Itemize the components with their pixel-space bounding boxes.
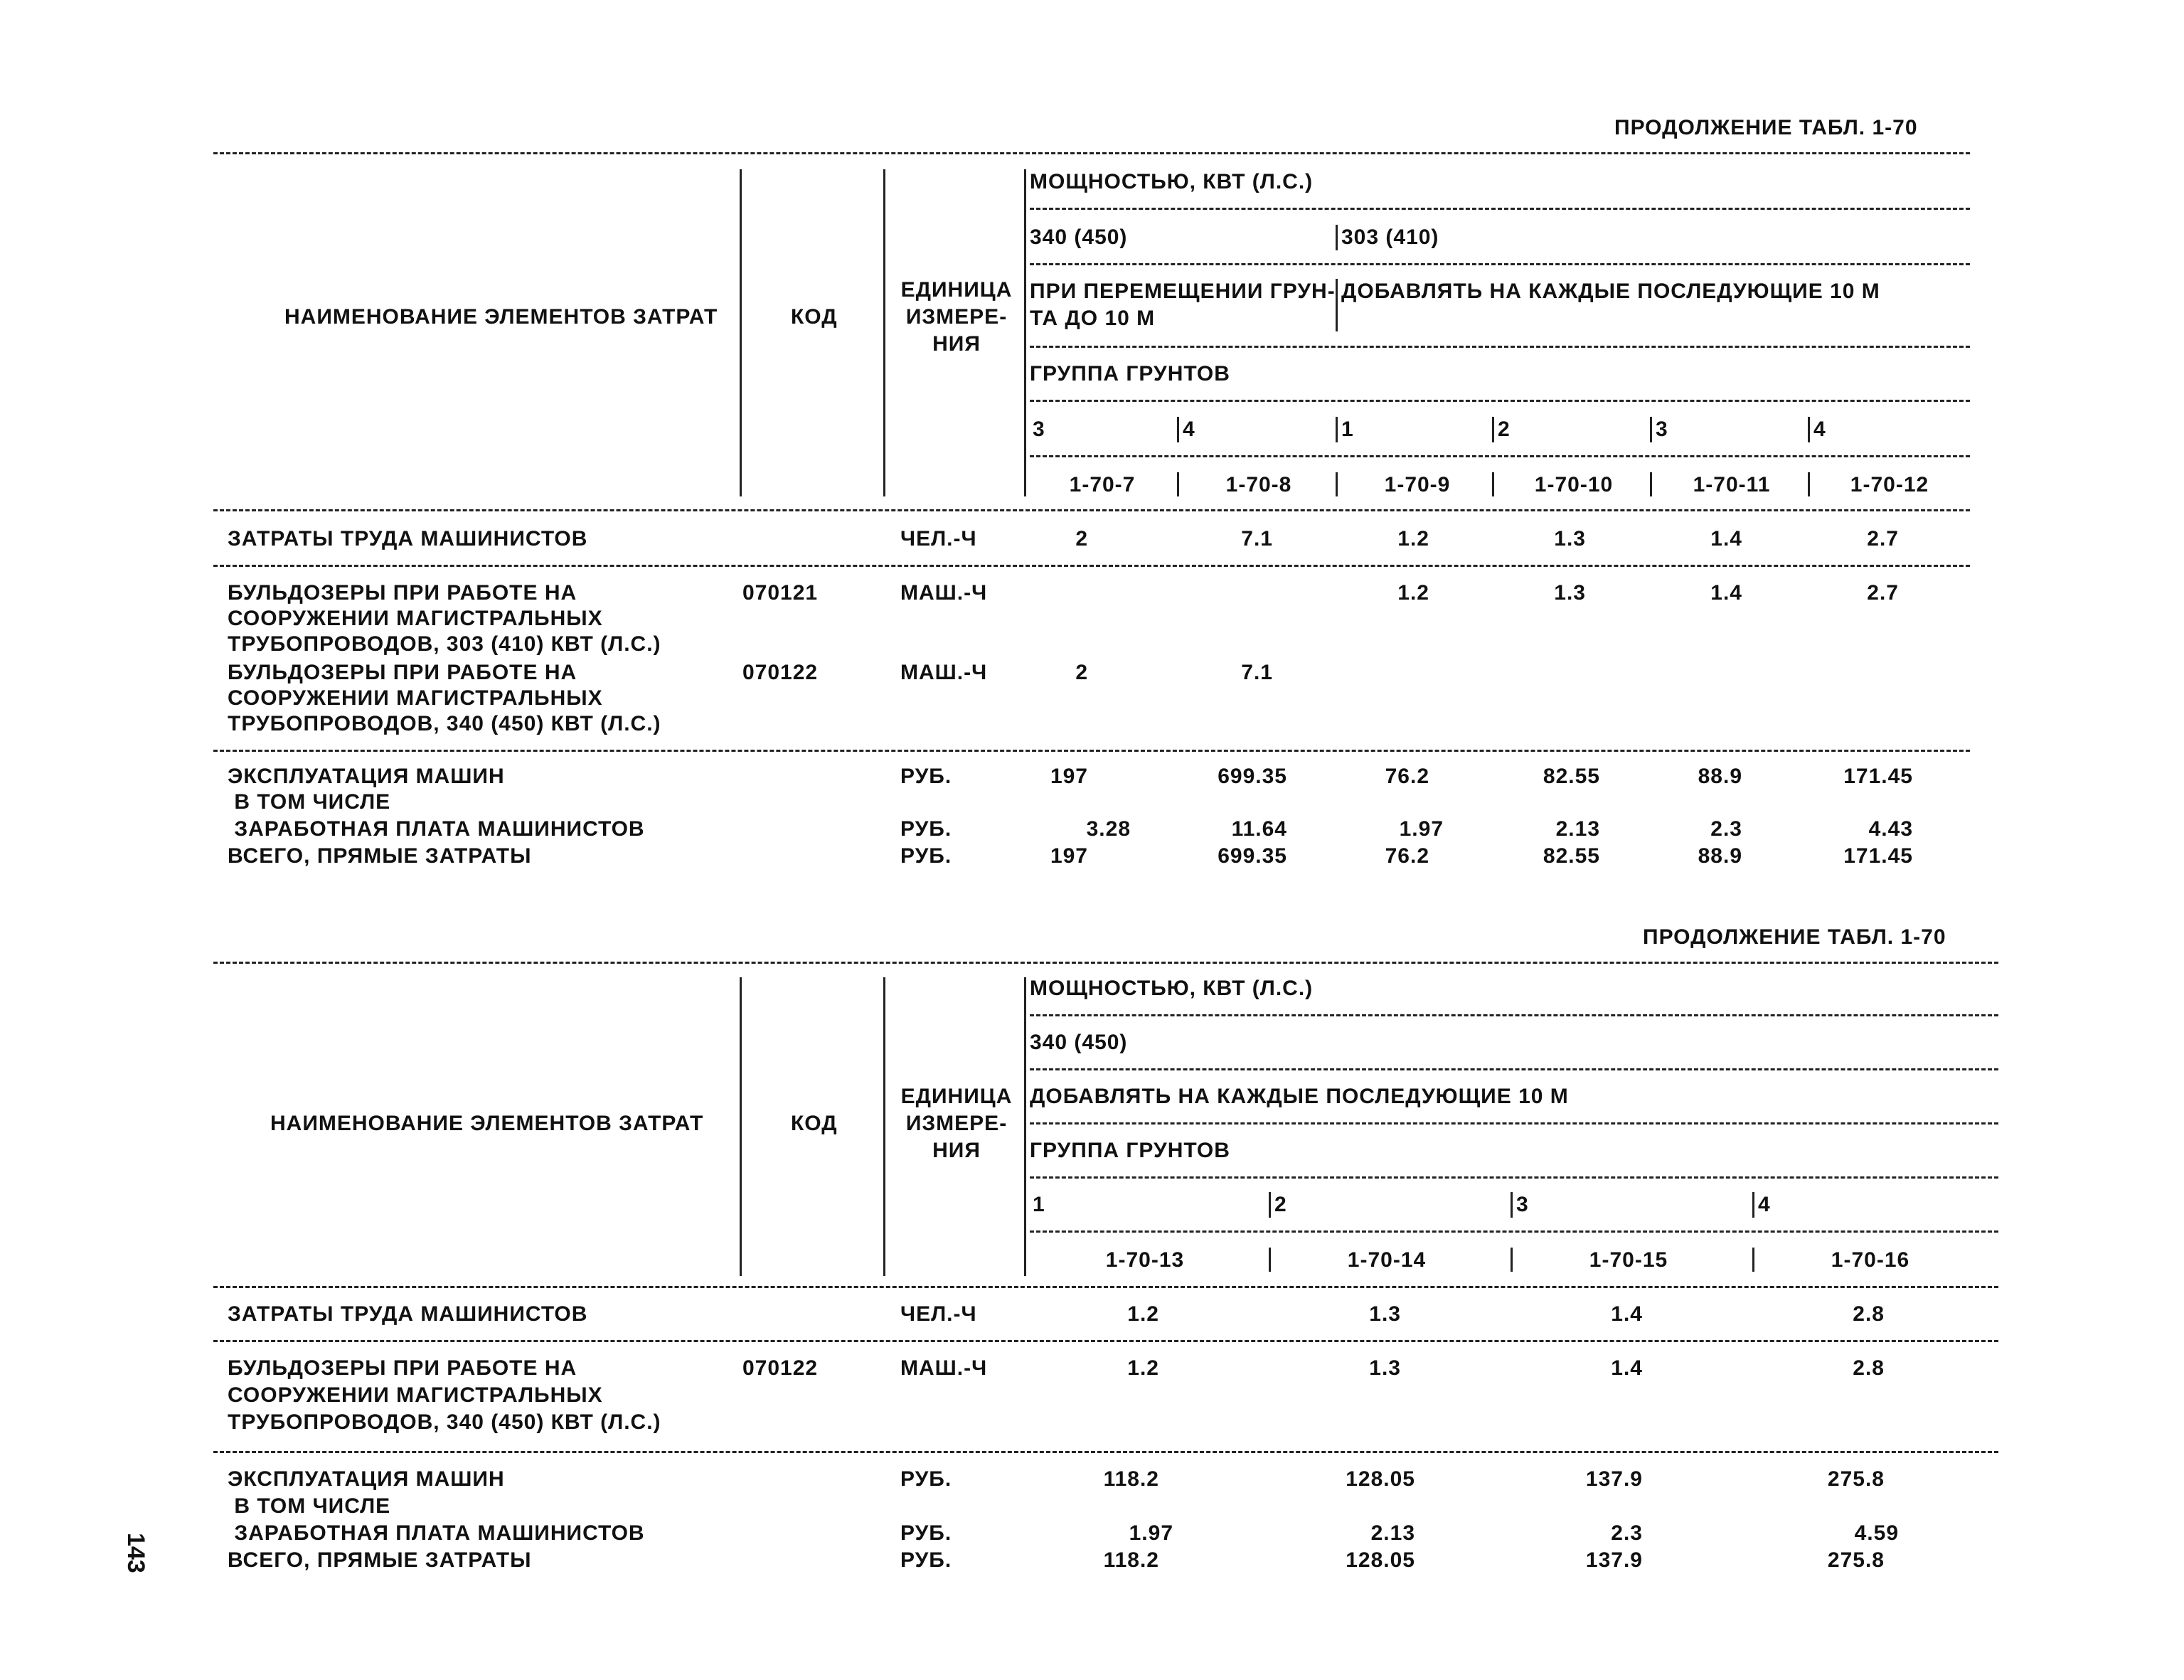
value-cell: 1.2: [1127, 1302, 1159, 1326]
value-cell: 2.13: [1370, 1521, 1415, 1545]
table2-code-1: 1-70-13: [1105, 1248, 1185, 1272]
table1-code-1: 1-70-7: [1069, 473, 1136, 496]
row-name: ВСЕГО, ПРЯМЫЕ ЗАТРАТЫ: [228, 844, 532, 868]
table2-group-3: 3: [1516, 1193, 1529, 1216]
table2-code-3: 1-70-15: [1589, 1248, 1668, 1272]
row-unit: ЧЕЛ.-Ч: [900, 1302, 977, 1326]
table2-header-power: МОЩНОСТЬЮ, КВТ (Л.С.): [1030, 977, 1314, 1000]
value-cell: 88.9: [1698, 765, 1742, 788]
table1-header-power-a: 340 (450): [1030, 225, 1128, 249]
value-cell: 128.05: [1346, 1548, 1415, 1572]
table1-rule-h3: [1030, 346, 1970, 348]
value-cell: 2.13: [1555, 817, 1600, 841]
table2-header-name: НАИМЕНОВАНИЕ ЭЛЕМЕНТОВ ЗАТРАТ: [270, 1112, 704, 1135]
table2-rule-r1: [213, 1340, 1998, 1342]
table1-sep-group-6: [1808, 417, 1810, 442]
table1-sep-code-3: [1336, 472, 1338, 496]
table1-group-3: 1: [1341, 418, 1354, 441]
table2-rule-h3: [1030, 1122, 1998, 1125]
table2-top-rule: [213, 962, 1998, 964]
value-cell: 118.2: [1103, 1548, 1159, 1572]
table1-sep-code-6: [1808, 472, 1810, 496]
table1-sep-group-3: [1336, 417, 1338, 442]
row-unit: ЧЕЛ.-Ч: [900, 527, 977, 551]
table1-sep-unit-data: [1024, 169, 1026, 496]
value-cell: 197: [1050, 765, 1088, 788]
table2-rule-h4: [1030, 1176, 1998, 1179]
table2-group-1: 1: [1033, 1193, 1045, 1216]
value-cell: 1.4: [1611, 1302, 1643, 1326]
value-cell: 76.2: [1385, 844, 1429, 868]
value-cell: 275.8: [1827, 1548, 1885, 1572]
table2-group-4: 4: [1758, 1193, 1771, 1216]
table1-sep-group-5: [1650, 417, 1652, 442]
row-name-line: ТРУБОПРОВОДОВ, 303 (410) КВТ (Л.С.): [228, 632, 661, 656]
row-name: ЭКСПЛУАТАЦИЯ МАШИН: [228, 1467, 505, 1491]
row-code: 070122: [742, 1356, 819, 1380]
table2-header-soil-group: ГРУППА ГРУНТОВ: [1030, 1139, 1230, 1162]
table2-sep-code-unit: [883, 977, 885, 1276]
row-name: ЗАРАБОТНАЯ ПЛАТА МАШИНИСТОВ: [228, 817, 645, 841]
page-number: 143: [122, 1533, 149, 1573]
table1-sep-code-unit: [883, 169, 885, 496]
value-cell: 1.4: [1710, 581, 1742, 605]
row-name-line: БУЛЬДОЗЕРЫ ПРИ РАБОТЕ НА: [228, 1356, 577, 1380]
table1-code-4: 1-70-10: [1534, 473, 1614, 496]
table1-rule-h1: [1030, 208, 1970, 210]
row-unit: МАШ.-Ч: [900, 581, 988, 605]
table2-continuation-title: ПРОДОЛЖЕНИЕ ТАБЛ. 1-70: [1643, 925, 1946, 949]
table2-sep-group-4: [1752, 1192, 1754, 1218]
row-code: 070122: [742, 661, 819, 684]
table1-sep-code-5: [1650, 472, 1652, 496]
table1-continuation-title: ПРОДОЛЖЕНИЕ ТАБЛ. 1-70: [1614, 116, 1918, 139]
table1-header-unit-2: ИЗМЕРЕ-: [905, 305, 1008, 329]
row-name-line: СООРУЖЕНИИ МАГИСТРАЛЬНЫХ: [228, 1383, 603, 1407]
table1-header-move-b: ДОБАВЛЯТЬ НА КАЖДЫЕ ПОСЛЕДУЮЩИЕ 10 М: [1341, 280, 1880, 303]
table1-header-name: НАИМЕНОВАНИЕ ЭЛЕМЕНТОВ ЗАТРАТ: [284, 305, 718, 329]
table2-header-power-a: 340 (450): [1030, 1031, 1128, 1054]
table1-sep-group-2: [1177, 417, 1179, 442]
value-cell: 3.28: [1086, 817, 1131, 841]
value-cell: 2.7: [1867, 527, 1899, 551]
row-unit: РУБ.: [900, 844, 952, 868]
table1-code-3: 1-70-9: [1384, 473, 1451, 496]
value-cell: 1.3: [1369, 1302, 1401, 1326]
value-cell: 4.59: [1854, 1521, 1899, 1545]
row-name-line: БУЛЬДОЗЕРЫ ПРИ РАБОТЕ НА: [228, 661, 577, 684]
row-name-line: СООРУЖЕНИИ МАГИСТРАЛЬНЫХ: [228, 686, 603, 710]
row-name-line: ТРУБОПРОВОДОВ, 340 (450) КВТ (Л.С.): [228, 1410, 661, 1434]
value-cell: 275.8: [1827, 1467, 1885, 1491]
table1-row-including: В ТОМ ЧИСЛЕ: [228, 790, 391, 814]
table2-header-unit-1: ЕДИНИЦА: [900, 1085, 1013, 1108]
table1-sep-move: [1336, 279, 1338, 331]
row-name: ЗАРАБОТНАЯ ПЛАТА МАШИНИСТОВ: [228, 1521, 645, 1545]
table2-header-bottom-rule: [213, 1286, 1998, 1288]
table1-group-6: 4: [1813, 418, 1826, 441]
table1-header-code: КОД: [791, 305, 838, 329]
value-cell: 137.9: [1585, 1548, 1643, 1572]
table1-header-unit-1: ЕДИНИЦА: [900, 278, 1013, 302]
table2-header-unit-2: ИЗМЕРЕ-: [905, 1112, 1008, 1135]
value-cell: 88.9: [1698, 844, 1742, 868]
table1-header-power: МОЩНОСТЬЮ, КВТ (Л.С.): [1030, 170, 1314, 193]
table1-code-6: 1-70-12: [1850, 473, 1929, 496]
row-unit: РУБ.: [900, 817, 952, 841]
table2-row-including: В ТОМ ЧИСЛЕ: [228, 1494, 391, 1518]
table1-header-move-a2: ТА ДО 10 М: [1030, 307, 1156, 330]
value-cell: 128.05: [1346, 1467, 1415, 1491]
row-name: ЗАТРАТЫ ТРУДА МАШИНИСТОВ: [228, 1302, 588, 1326]
table2-sep-code-2: [1269, 1248, 1271, 1272]
row-unit: МАШ.-Ч: [900, 1356, 988, 1380]
table2-code-4: 1-70-16: [1831, 1248, 1910, 1272]
table2-code-2: 1-70-14: [1347, 1248, 1427, 1272]
table1-rule-r2: [213, 750, 1970, 752]
table1-header-move-a1: ПРИ ПЕРЕМЕЩЕНИИ ГРУН-: [1030, 280, 1336, 303]
table1-header-unit-3: НИЯ: [932, 332, 981, 356]
value-cell: 1.4: [1611, 1356, 1643, 1380]
table2-rule-r2: [213, 1451, 1998, 1453]
table2-sep-code-3: [1511, 1248, 1513, 1272]
table1-sep-code-4: [1492, 472, 1494, 496]
table1-sep-code-2: [1177, 472, 1179, 496]
table2-sep-group-2: [1269, 1192, 1271, 1218]
row-name: ЗАТРАТЫ ТРУДА МАШИНИСТОВ: [228, 527, 588, 551]
table1-rule-h2: [1030, 263, 1970, 265]
value-cell: 118.2: [1103, 1467, 1159, 1491]
table2-rule-h2: [1030, 1068, 1998, 1070]
table1-sep-group-4: [1492, 417, 1494, 442]
value-cell: 2.3: [1710, 817, 1742, 841]
value-cell: 1.97: [1399, 817, 1444, 841]
value-cell: 699.35: [1218, 844, 1287, 868]
table1-group-5: 3: [1656, 418, 1668, 441]
table1-group-1: 3: [1033, 418, 1045, 441]
value-cell: 7.1: [1241, 661, 1273, 684]
value-cell: 137.9: [1585, 1467, 1643, 1491]
table1-rule-r1: [213, 565, 1970, 567]
table1-header-soil-group: ГРУППА ГРУНТОВ: [1030, 362, 1230, 386]
value-cell: 699.35: [1218, 765, 1287, 788]
value-cell: 1.3: [1554, 581, 1586, 605]
table1-group-2: 4: [1183, 418, 1195, 441]
row-code: 070121: [742, 581, 819, 605]
row-name: ЭКСПЛУАТАЦИЯ МАШИН: [228, 765, 505, 788]
table1-top-rule: [213, 152, 1970, 154]
value-cell: 1.2: [1397, 581, 1429, 605]
value-cell: 82.55: [1543, 765, 1600, 788]
table1-group-4: 2: [1498, 418, 1511, 441]
value-cell: 7.1: [1241, 527, 1273, 551]
row-unit: МАШ.-Ч: [900, 661, 988, 684]
row-unit: РУБ.: [900, 1548, 952, 1572]
table1-header-power-b: 303 (410): [1341, 225, 1439, 249]
table2-group-2: 2: [1274, 1193, 1287, 1216]
row-unit: РУБ.: [900, 1521, 952, 1545]
value-cell: 2: [1075, 661, 1088, 684]
table2-header-code: КОД: [791, 1112, 838, 1135]
row-name-line: БУЛЬДОЗЕРЫ ПРИ РАБОТЕ НА: [228, 581, 577, 605]
value-cell: 82.55: [1543, 844, 1600, 868]
table1-code-2: 1-70-8: [1225, 473, 1292, 496]
value-cell: 1.3: [1369, 1356, 1401, 1380]
table1-rule-h5: [1030, 455, 1970, 457]
value-cell: 1.97: [1129, 1521, 1173, 1545]
table1-rule-h4: [1030, 400, 1970, 402]
row-name: ВСЕГО, ПРЯМЫЕ ЗАТРАТЫ: [228, 1548, 532, 1572]
table2-sep-name-code: [740, 977, 742, 1276]
table2-rule-h5: [1030, 1230, 1998, 1233]
table1-code-5: 1-70-11: [1693, 473, 1771, 496]
table2-header-move: ДОБАВЛЯТЬ НА КАЖДЫЕ ПОСЛЕДУЮЩИЕ 10 М: [1030, 1085, 1569, 1108]
value-cell: 1.4: [1710, 527, 1742, 551]
value-cell: 1.2: [1397, 527, 1429, 551]
value-cell: 2.8: [1853, 1302, 1885, 1326]
value-cell: 2: [1075, 527, 1088, 551]
value-cell: 2.8: [1853, 1356, 1885, 1380]
value-cell: 1.3: [1554, 527, 1586, 551]
row-name-line: СООРУЖЕНИИ МАГИСТРАЛЬНЫХ: [228, 607, 603, 630]
table2-rule-h1: [1030, 1014, 1998, 1016]
table1-header-bottom-rule: [213, 509, 1970, 511]
row-unit: РУБ.: [900, 765, 952, 788]
value-cell: 76.2: [1385, 765, 1429, 788]
value-cell: 197: [1050, 844, 1088, 868]
row-name-line: ТРУБОПРОВОДОВ, 340 (450) КВТ (Л.С.): [228, 712, 661, 735]
value-cell: 2.7: [1867, 581, 1899, 605]
table1-sep-power: [1336, 225, 1338, 250]
table2-sep-code-4: [1752, 1248, 1754, 1272]
table2-header-unit-3: НИЯ: [932, 1139, 981, 1162]
value-cell: 1.2: [1127, 1356, 1159, 1380]
value-cell: 2.3: [1611, 1521, 1643, 1545]
table2-sep-unit-data: [1024, 977, 1026, 1276]
table1-sep-name-code: [740, 169, 742, 496]
value-cell: 4.43: [1868, 817, 1913, 841]
row-unit: РУБ.: [900, 1467, 952, 1491]
value-cell: 171.45: [1843, 765, 1913, 788]
table2-sep-group-3: [1511, 1192, 1513, 1218]
value-cell: 11.64: [1231, 817, 1287, 841]
value-cell: 171.45: [1843, 844, 1913, 868]
